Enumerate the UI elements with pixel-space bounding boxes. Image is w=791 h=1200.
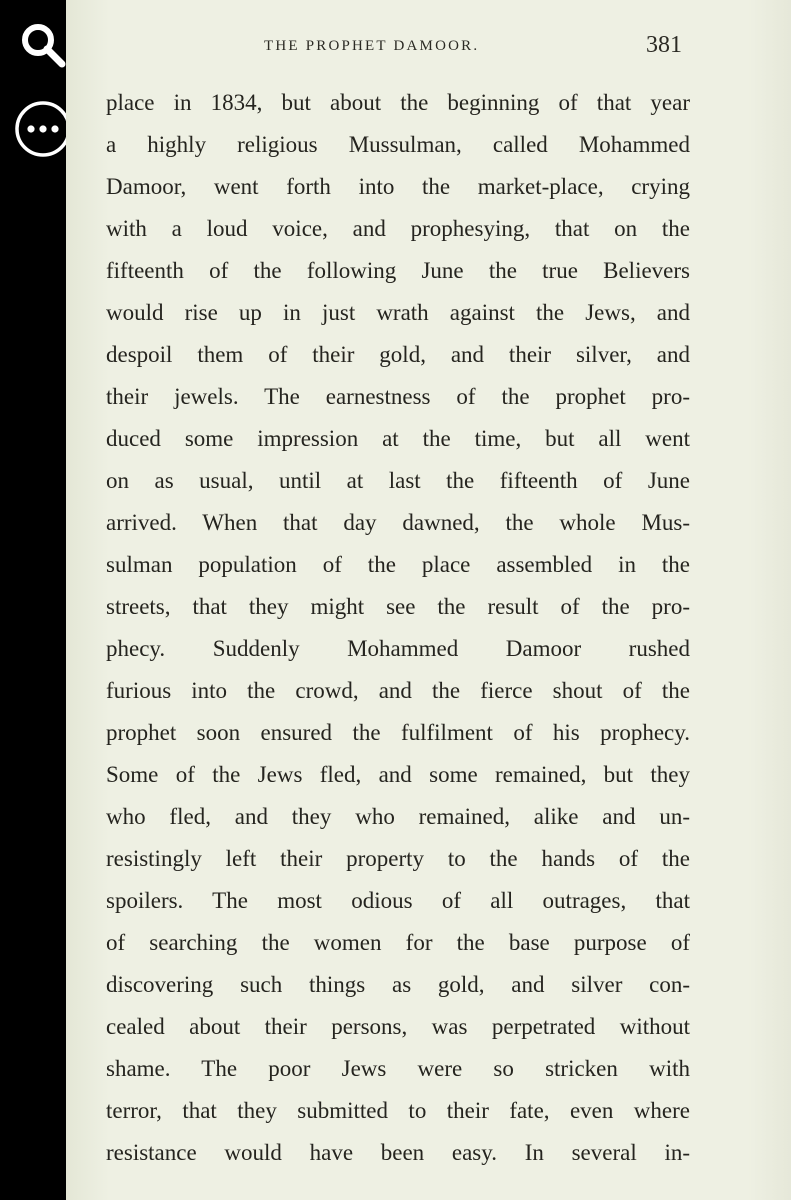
text-line: furious into the crowd, and the fierce shout of the: [106, 678, 690, 703]
left-sidebar: [0, 0, 66, 1200]
text-line: their jewels. The earnestness of the prophet pro-: [106, 384, 690, 409]
text-line: phecy. Suddenly Mohammed Damoor rushed: [106, 636, 690, 661]
text-line: Some of the Jews fled, and some remained, but they: [106, 762, 690, 787]
text-line: resistance would have been easy. In several in-: [106, 1140, 690, 1165]
page-number: 381: [646, 32, 682, 58]
text-line: shame. The poor Jews were so stricken with: [106, 1056, 690, 1081]
running-title: THE PROPHET DAMOOR.: [264, 38, 480, 54]
text-line: Damoor, went forth into the market-place, crying: [106, 174, 690, 199]
text-line: who fled, and they who remained, alike and un-: [106, 804, 690, 829]
text-line: despoil them of their gold, and their silver, and: [106, 342, 690, 367]
text-line: cealed about their persons, was perpetrated without: [106, 1014, 690, 1039]
text-line: spoilers. The most odious of all outrages, that: [106, 888, 690, 913]
text-line: on as usual, until at last the fifteenth of June: [106, 468, 690, 493]
text-line: duced some impression at the time, but all went: [106, 426, 690, 451]
body-text: [106, 82, 690, 1174]
text-line: discovering such things as gold, and silver con-: [106, 972, 690, 997]
text-line: place in 1834, but about the beginning of that year: [106, 90, 690, 115]
text-line: would rise up in just wrath against the Jews, and: [106, 300, 690, 325]
text-line: streets, that they might see the result of the pro-: [106, 594, 690, 619]
book-page: [66, 0, 791, 1200]
text-line: a highly religious Mussulman, called Mohammed: [106, 132, 690, 157]
search-icon: [18, 20, 68, 70]
more-options-icon: [13, 99, 73, 159]
more-options-button[interactable]: [12, 98, 74, 160]
text-line: arrived. When that day dawned, the whole Mus-: [106, 510, 690, 535]
text-line: of searching the women for the base purpose of: [106, 930, 690, 955]
text-line: sulman population of the place assembled in the: [106, 552, 690, 577]
text-line: terror, that they submitted to their fate, even where: [106, 1098, 690, 1123]
search-button[interactable]: [12, 14, 74, 76]
text-line: fifteenth of the following June the true Believers: [106, 258, 690, 283]
running-header: [66, 32, 791, 60]
text-line: resistingly left their property to the hands of the: [106, 846, 690, 871]
text-line: with a loud voice, and prophesying, that on the: [106, 216, 690, 241]
text-line: prophet soon ensured the fulfilment of his prophecy.: [106, 720, 690, 745]
